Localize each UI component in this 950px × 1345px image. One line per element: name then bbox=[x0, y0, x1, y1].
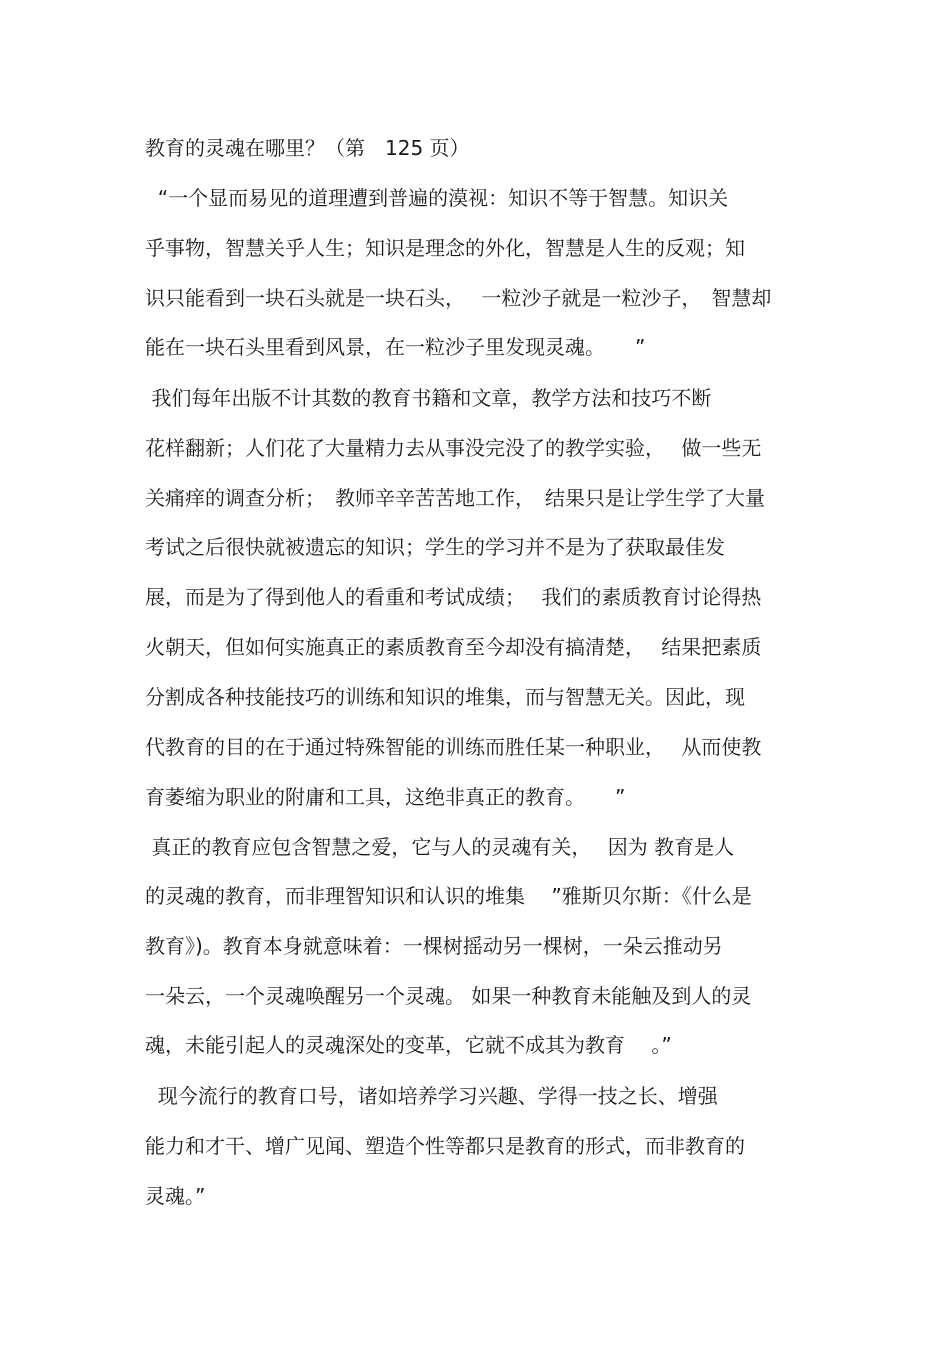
text-line: 展，而是为了得到他人的看重和考试成绩； 我们的素质教育讨论得热 bbox=[145, 585, 762, 609]
text-line: 分割成各种技能技巧的训练和知识的堆集，而与智慧无关。因此，现 bbox=[145, 685, 745, 709]
text-line: 灵魂。” bbox=[145, 1184, 206, 1208]
text-line: 真正的教育应包含智慧之爱，它与人的灵魂有关， 因为 教育是人 bbox=[145, 835, 735, 859]
text-line: 识只能看到一块石头就是一块石头， 一粒沙子就是一粒沙子， 智慧却 bbox=[145, 286, 772, 310]
text-line: 火朝天，但如何实施真正的素质教育至今却没有搞清楚， 结果把素质 bbox=[145, 635, 762, 659]
text-line: 代教育的目的在于通过特殊智能的训练而胜任某一种职业， 从而使教 bbox=[145, 735, 762, 759]
text-line: 教育》)。教育本身就意味着：一棵树摇动另一棵树，一朵云推动另 bbox=[145, 934, 723, 958]
text-line: 考试之后很快就被遗忘的知识；学生的学习并不是为了获取最佳发 bbox=[145, 535, 725, 559]
text-line: 一朵云，一个灵魂唤醒另一个灵魂。 如果一种教育未能触及到人的灵 bbox=[145, 984, 752, 1008]
text-line: 魂，未能引起人的灵魂深处的变革，它就不成其为教育 。” bbox=[145, 1033, 672, 1057]
text-line: 我们每年出版不计其数的教育书籍和文章，教学方法和技巧不断 bbox=[145, 386, 712, 410]
text-line: 能力和才干、增广见闻、塑造个性等都只是教育的形式，而非教育的 bbox=[145, 1134, 745, 1158]
text-line: 乎事物，智慧关乎人生；知识是理念的外化，智慧是人生的反观；知 bbox=[145, 236, 745, 260]
text-line: 能在一块石头里看到风景，在一粒沙子里发现灵魂。 ” bbox=[145, 335, 646, 359]
text-line: 育萎缩为职业的附庸和工具，这绝非真正的教育。 ” bbox=[145, 785, 626, 809]
text-line: 的灵魂的教育，而非理智知识和认识的堆集 ”雅斯贝尔斯：《什么是 bbox=[145, 884, 752, 908]
text-line: “一个显而易见的道理遭到普遍的漠视：知识不等于智慧。知识关 bbox=[145, 186, 729, 210]
text-line: 现今流行的教育口号，诸如培养学习兴趣、学得一技之长、增强 bbox=[145, 1084, 718, 1108]
text-line: 关痛痒的调查分析； 教师辛辛苦苦地工作， 结果只是让学生学了大量 bbox=[145, 486, 765, 510]
document-heading: 教育的灵魂在哪里？（第 125 页） bbox=[145, 136, 470, 160]
text-line: 花样翻新；人们花了大量精力去从事没完没了的教学实验， 做一些无 bbox=[145, 436, 762, 460]
